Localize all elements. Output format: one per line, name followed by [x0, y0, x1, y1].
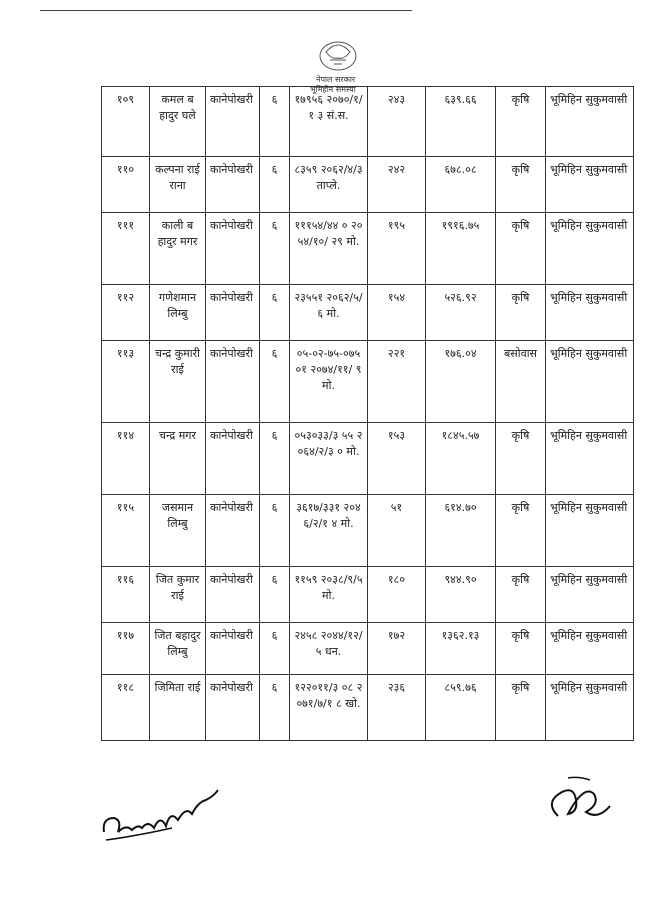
place-cell: कानेपोखरी	[206, 495, 260, 567]
ward-cell: ६	[260, 341, 290, 423]
area-cell: ९४४.९०	[426, 567, 496, 623]
kitta-cell: १७२	[368, 623, 426, 675]
name-cell: जित बहादुर लिम्बु	[150, 623, 206, 675]
certificate-cell: ३६१७/३३१ २०४६/२/१ ४ मो.	[290, 495, 368, 567]
table-row	[102, 285, 634, 341]
serial-cell: ११५	[102, 495, 150, 567]
table-row	[102, 213, 634, 285]
place-cell: कानेपोखरी	[206, 157, 260, 213]
certificate-cell: १२२०११/३ ०८ २०७१/७/१ ८ खो.	[290, 675, 368, 741]
table-row	[102, 87, 634, 157]
ward-cell: ६	[260, 285, 290, 341]
status-cell: भूमिहिन सुकुमवासी	[546, 567, 634, 623]
place-cell: कानेपोखरी	[206, 623, 260, 675]
land-use-cell: बसोवास	[496, 341, 546, 423]
kitta-cell: १८०	[368, 567, 426, 623]
kitta-cell: १९५	[368, 213, 426, 285]
ward-cell: ६	[260, 87, 290, 157]
place-cell: कानेपोखरी	[206, 567, 260, 623]
ward-cell: ६	[260, 567, 290, 623]
area-cell: १७६.०४	[426, 341, 496, 423]
name-cell: जसमान लिम्बु	[150, 495, 206, 567]
certificate-cell: २३५५१ २०६२/५/६ मो.	[290, 285, 368, 341]
left-signature-icon	[96, 784, 226, 854]
area-cell: ५२६.९२	[426, 285, 496, 341]
right-signature-icon	[538, 772, 618, 832]
ward-cell: ६	[260, 495, 290, 567]
table-row	[102, 495, 634, 567]
table-row	[102, 423, 634, 495]
serial-cell: ११८	[102, 675, 150, 741]
serial-cell: ११०	[102, 157, 150, 213]
name-cell: चन्द्र मगर	[150, 423, 206, 495]
serial-cell: ११२	[102, 285, 150, 341]
seal-line-1: नेपाल सरकार	[316, 75, 356, 84]
serial-cell: १०९	[102, 87, 150, 157]
serial-cell: ११६	[102, 567, 150, 623]
certificate-cell: १११५४/४४ ० २०५४/१०/ २९ मो.	[290, 213, 368, 285]
place-cell: कानेपोखरी	[206, 341, 260, 423]
kitta-cell: ५१	[368, 495, 426, 567]
kitta-cell: १५३	[368, 423, 426, 495]
table-row	[102, 157, 634, 213]
status-cell: भूमिहिन सुकुमवासी	[546, 285, 634, 341]
name-cell: कल्पना राई राना	[150, 157, 206, 213]
place-cell: कानेपोखरी	[206, 213, 260, 285]
serial-cell: ११३	[102, 341, 150, 423]
serial-cell: १११	[102, 213, 150, 285]
ward-cell: ६	[260, 157, 290, 213]
land-use-cell: कृषि	[496, 213, 546, 285]
status-cell: भूमिहिन सुकुमवासी	[546, 675, 634, 741]
landless-records-table	[101, 86, 634, 741]
table-row	[102, 623, 634, 675]
status-cell: भूमिहिन सुकुमवासी	[546, 341, 634, 423]
land-use-cell: कृषि	[496, 87, 546, 157]
certificate-cell: १७९५६ २०७०/१/१ ३ सं.स.	[290, 87, 368, 157]
certificate-cell: २४५८ २०४४/१२/ ५ धन.	[290, 623, 368, 675]
status-cell: भूमिहिन सुकुमवासी	[546, 623, 634, 675]
ward-cell: ६	[260, 623, 290, 675]
area-cell: १८४५.५७	[426, 423, 496, 495]
area-cell: ८५९.७६	[426, 675, 496, 741]
table-row	[102, 341, 634, 423]
certificate-cell: ०५३०३३/३ ५५ २०६४/२/३ ० मो.	[290, 423, 368, 495]
name-cell: जित कुमार राई	[150, 567, 206, 623]
land-use-cell: कृषि	[496, 423, 546, 495]
land-use-cell: कृषि	[496, 675, 546, 741]
status-cell: भूमिहिन सुकुमवासी	[546, 157, 634, 213]
kitta-cell: २३६	[368, 675, 426, 741]
certificate-cell: ११५९ २०३८/९/५ मो.	[290, 567, 368, 623]
land-use-cell: कृषि	[496, 157, 546, 213]
land-use-cell: कृषि	[496, 285, 546, 341]
certificate-cell: ८३५९ २०६२/४/३ ताप्ले.	[290, 157, 368, 213]
name-cell: गणेशमान लिम्बु	[150, 285, 206, 341]
area-cell: १९१६.७५	[426, 213, 496, 285]
area-cell: १३६२.१३	[426, 623, 496, 675]
land-use-cell: कृषि	[496, 623, 546, 675]
name-cell: जिमिता राई	[150, 675, 206, 741]
area-cell: ६१४.७०	[426, 495, 496, 567]
status-cell: भूमिहिन सुकुमवासी	[546, 213, 634, 285]
status-cell: भूमिहिन सुकुमवासी	[546, 87, 634, 157]
area-cell: ६३९.६६	[426, 87, 496, 157]
name-cell: काली बहादुर मगर	[150, 213, 206, 285]
place-cell: कानेपोखरी	[206, 285, 260, 341]
status-cell: भूमिहिन सुकुमवासी	[546, 495, 634, 567]
status-cell: भूमिहिन सुकुमवासी	[546, 423, 634, 495]
name-cell: चन्द्र कुमारी राई	[150, 341, 206, 423]
place-cell: कानेपोखरी	[206, 423, 260, 495]
land-use-cell: कृषि	[496, 495, 546, 567]
ward-cell: ६	[260, 675, 290, 741]
kitta-cell: १५४	[368, 285, 426, 341]
land-use-cell: कृषि	[496, 567, 546, 623]
place-cell: कानेपोखरी	[206, 675, 260, 741]
kitta-cell: २२१	[368, 341, 426, 423]
ward-cell: ६	[260, 213, 290, 285]
place-cell: कानेपोखरी	[206, 87, 260, 157]
kitta-cell: २४३	[368, 87, 426, 157]
kitta-cell: २४२	[368, 157, 426, 213]
area-cell: ६७८.०८	[426, 157, 496, 213]
table-row	[102, 567, 634, 623]
table-row	[102, 675, 634, 741]
top-rule	[40, 10, 412, 11]
name-cell: कमल बहादुर घले	[150, 87, 206, 157]
ward-cell: ६	[260, 423, 290, 495]
certificate-cell: ०५-०२-७५-०७५०१ २०७४/११/ ९ मो.	[290, 341, 368, 423]
serial-cell: ११४	[102, 423, 150, 495]
serial-cell: ११७	[102, 623, 150, 675]
seal-line-2: भूमिहीन समस्या	[310, 85, 356, 94]
